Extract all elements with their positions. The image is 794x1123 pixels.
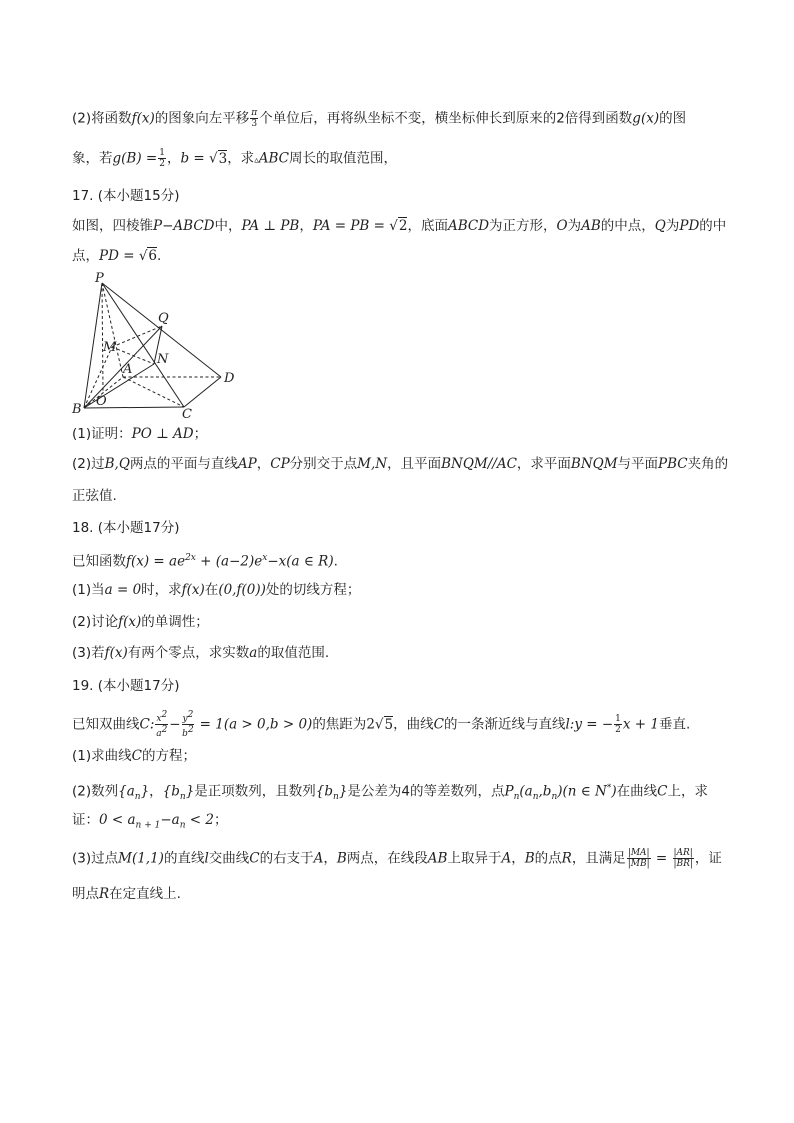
label-O: O <box>96 394 107 409</box>
q19-part2-line2: 证：$0 < a_{n + 1}-a_n < 2$； <box>72 812 228 831</box>
q18-part3: (3)若f(x)有两个零点，求实数a的取值范围. <box>72 645 330 661</box>
q17-part2-line2: 正弦值. <box>72 488 117 504</box>
q18-header: 18. (本小题17分) <box>72 520 180 536</box>
q19-part3-line1: (3)过点M(1,1)的直线l交曲线C的右支于A，B两点，在线段AB上取异于A，B的点R，且满足 $\frac{|MA|}{|MB|}$ = $\frac{|AR|}{|BR|}$ ，证 <box>72 848 722 869</box>
ar-over-br: $\frac{|AR|}{|BR|}$ <box>673 848 693 869</box>
q16-part2-line1: (2)将函数f(x)的图象向左平移 $\frac{\pi}{3}$ 个单位后，再将纵坐标不变，横坐标伸长到原来的2倍得到函数g(x)的图 <box>72 108 687 129</box>
diag-AC <box>123 377 184 407</box>
x2-over-a2: $\frac{x2}{a2}$ <box>156 710 168 739</box>
label-P: P <box>95 271 104 286</box>
label-D: D <box>224 371 235 386</box>
ma-over-mb: $\frac{|MA|}{|MB|}$ <box>627 848 650 869</box>
label-N: N <box>157 352 169 367</box>
q19-part3-line2: 明点R在定直线上. <box>72 886 181 902</box>
pi-over-3: $\frac{\pi}{3}$ <box>251 108 258 129</box>
edge-PB <box>84 283 102 408</box>
q17-part1: (1)证明：PO ⊥ AD； <box>72 426 208 442</box>
q17-header: 17. (本小题15分) <box>72 188 180 204</box>
label-C: C <box>182 407 192 420</box>
q17-intro-line2: 点，PD = √6. <box>72 248 162 264</box>
q18-part2: (2)讨论f(x)的单调性； <box>72 614 209 630</box>
q19-part2-line1: (2)数列$\{a_n\}$，$\{b_n\}$是正项数列，且数列$\{b_n\}$是公差为4的等差数列，点$P_n(a_n,b_n)(n$ ∈ N*)在曲线C上，求 <box>72 783 708 803</box>
q19-header: 19. (本小题17分) <box>72 678 180 694</box>
label-B: B <box>72 402 82 417</box>
q18-intro: 已知函数$f(x) = ae^{2x} + (a-2)e^x-x(a$ ∈ R). <box>72 553 338 570</box>
edge-CD <box>184 377 221 407</box>
q16-part2-line2: 象，若g(B) = $\frac{1}{2}$ ，b = √3，求▵ABC周长的取值范围， <box>72 148 397 169</box>
one-half-l: $\frac{1}{2}$ <box>615 714 621 735</box>
pyramid-figure <box>70 270 250 420</box>
q18-part1: (1)当a = 0时，求f(x)在(0,f(0))处的切线方程； <box>72 582 361 598</box>
q17-intro-line1: 如图，四棱锥P−ABCD中，PA ⊥ PB，PA = PB = √2，底面ABCD为正方形，O为AB的中点，Q为PD的中 <box>72 218 727 234</box>
label-M: M <box>103 340 117 355</box>
y2-over-b2: $\frac{y2}{b2}$ <box>182 710 194 739</box>
one-half: $\frac{1}{2}$ <box>159 148 165 169</box>
label-A: A <box>123 362 133 377</box>
q17-part2-line1: (2)过B,Q两点的平面与直线AP，CP分别交于点M,N，且平面BNQM//AC，求平面BNQM与平面PBC夹角的 <box>72 456 729 472</box>
q19-part1: (1)求曲线C的方程； <box>72 748 196 764</box>
q19-intro: 已知双曲线C: $\frac{x2}{a2}$ − $\frac{y2}{b2}$ = 1(a > 0,b > 0)的焦距为2√5，曲线C的一条渐近线与直线l:y = − $\frac{1}{2}$ x + 1垂直. <box>72 710 691 739</box>
label-Q: Q <box>158 311 169 326</box>
seg-PO <box>102 283 103 391</box>
